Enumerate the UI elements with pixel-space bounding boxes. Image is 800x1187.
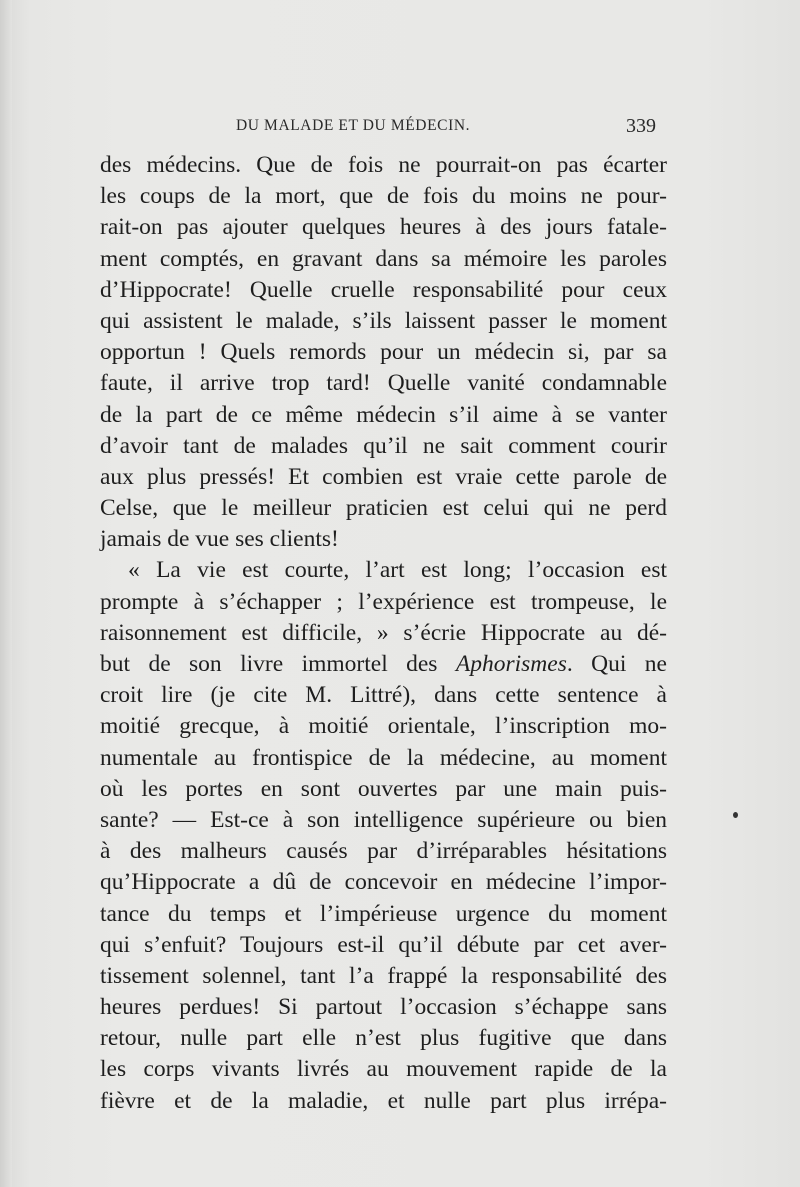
text-segment: . Qui ne: [566, 651, 667, 677]
text-line: « La vie est courte, l’art est long; l’occasion est: [128, 557, 667, 584]
italic-title: Aphorismes: [455, 651, 567, 677]
text-line: raisonnement est difficile, » s’écrie Hippocrate au dé-: [100, 619, 667, 646]
text-line: heures perdues! Si partout l’occasion s’échappe sans: [100, 994, 667, 1021]
ink-speck: [733, 812, 738, 818]
text-line: jamais de vue ses clients!: [100, 526, 339, 553]
text-line: prompte à s’échapper ; l’expérience est trompeuse, le: [100, 588, 667, 615]
text-line: les coups de la mort, que de fois du moins ne pour-: [100, 183, 667, 210]
text-line: Celse, que le meilleur praticien est celui qui ne perd: [100, 495, 667, 522]
text-line: ment comptés, en gravant dans sa mémoire les paroles: [100, 245, 667, 272]
text-line: les corps vivants livrés au mouvement rapide de la: [100, 1056, 667, 1083]
text-line: retour, nulle part elle n’est plus fugitive que dans: [100, 1025, 667, 1052]
page-edge-shadow: [0, 0, 12, 1187]
text-line: rait-on pas ajouter quelques heures à des jours fatale-: [100, 214, 667, 241]
text-line: faute, il arrive trop tard! Quelle vanité condamnable: [100, 370, 667, 397]
running-head: DU MALADE ET DU MÉDECIN.: [236, 117, 471, 134]
text-line: sante? — Est-ce à son intelligence supérieure ou bien: [100, 806, 667, 833]
body-text: [100, 150, 667, 1117]
text-line: où les portes en sont ouvertes par une main puis-: [100, 775, 667, 802]
text-line: de la part de ce même médecin s’il aime à se vanter: [100, 401, 667, 428]
text-line: aux plus pressés! Et combien est vraie cette parole de: [100, 463, 667, 490]
text-line: d’avoir tant de malades qu’il ne sait comment courir: [100, 432, 667, 459]
page-number: 339: [626, 115, 656, 137]
text-line: d’Hippocrate! Quelle cruelle responsabilité pour ceux: [100, 276, 667, 303]
text-line: opportun ! Quels remords pour un médecin si, par sa: [100, 339, 667, 366]
text-line: numentale au frontispice de la médecine, au moment: [100, 744, 667, 771]
text-line: moitié grecque, à moitié orientale, l’inscription mo-: [100, 713, 667, 740]
text-line: [100, 649, 667, 680]
page-header: [100, 113, 656, 145]
text-line: croit lire (je cite M. Littré), dans cette sentence à: [100, 682, 667, 709]
text-line: qui s’enfuit? Toujours est-il qu’il débute par cet aver-: [100, 931, 667, 958]
text-line: tance du temps et l’impérieuse urgence du moment: [100, 900, 667, 927]
text-line: des médecins. Que de fois ne pourrait-on pas écarter: [100, 152, 667, 178]
text-line: qui assistent le malade, s’ils laissent passer le moment: [100, 307, 667, 334]
text-line: fièvre et de la maladie, et nulle part plus irrépa-: [100, 1087, 667, 1114]
text-line: qu’Hippocrate a dû de concevoir en médecine l’impor-: [100, 869, 667, 896]
text-segment: but de son livre immortel des: [100, 651, 456, 677]
text-line: à des malheurs causés par d’irréparables hésitations: [100, 838, 667, 865]
text-line: tissement solennel, tant l’a frappé la responsabilité des: [100, 962, 667, 989]
